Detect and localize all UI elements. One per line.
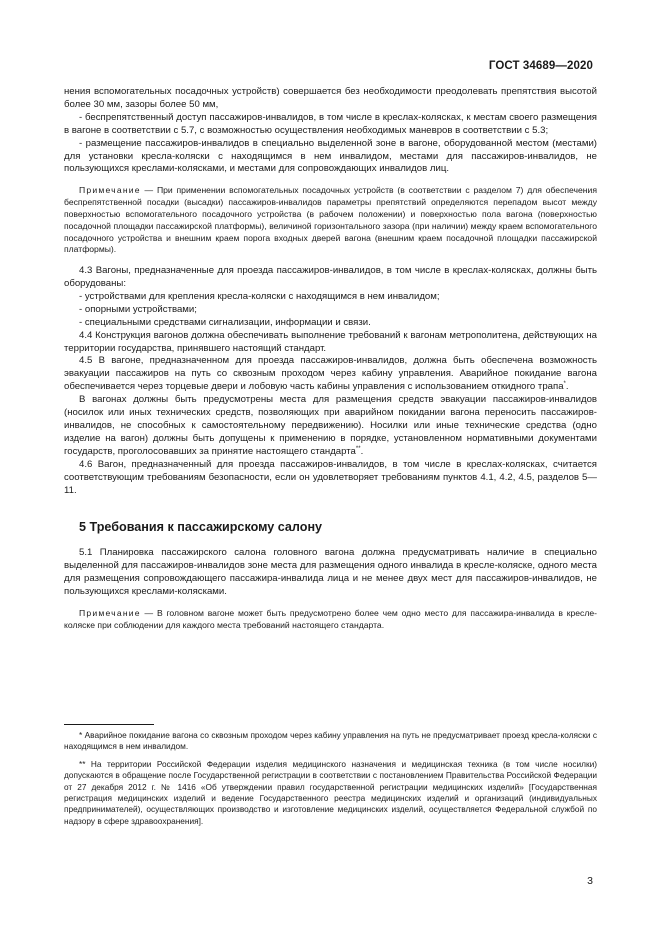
clause-4-5 (64, 355, 597, 394)
list-item-supports: - опорными устройствами; (79, 303, 197, 315)
clause-5-1: 5.1 Планировка пассажирского салона головного вагона должна предусматривать наличие в специально выделенной для пассажиров-инвалидов зоне места для размещения одного инвалида в кресле-коляске, одного места для размещения сопровождающего пассажира-инвалида лица и не менее двух мест для пассажиров-инвалидов, не пользующихся креслами-колясками. (64, 547, 597, 598)
list-item-access: - беспрепятственный доступ пассажиров-инвалидов, в том числе в креслах-колясках, к местам своего размещения в вагоне в соответствии с 5.7, с возможностью осуществления необходимых маневров в соответствии с 5.3; (64, 111, 597, 136)
main-content (64, 86, 597, 632)
list-item-placement: - размещение пассажиров-инвалидов в специально выделенной зоне в вагоне, оборудованной местом (местами) для установки кресла-коляски с находящимся в нем инвалидом, местами для пассажиров-инвалидов, не пользующихся креслами-колясками, и местами для сопровождающих инвалидов лиц. (64, 137, 597, 175)
evacuation-text: В вагонах должны быть предусмотрены места для размещения средств эвакуации пассажиров-инвалидов (носилок или иных технических средств, позволяющих при аварийном покидании вагона переносить пассажиров-инвалидов, не способных к самостоятельному передвижению). Носилки или иные технические средства (одно изделие на вагон) должны быть допущены к применению в порядке, установленном нормативными документами государств, проголосовавших за принятие настоящего стандарта (64, 394, 597, 457)
clause-4-5-text: 4.5 В вагоне, предназначенном для проезда пассажиров-инвалидов, должна быть обеспечена возможность эвакуации пассажиров на путь со сквозным проходом через кабину управления. Аварийное покидание вагона обеспечивается через торцевые двери и лобовую часть кабины управления с использованием откидного трапа (64, 355, 597, 393)
note-text: — В головном вагоне может быть предусмотрено более чем одно место для пассажира-инвалида в кресле-коляске при соблюдении для каждого места требований настоящего стандарта. (64, 608, 597, 630)
footnote-text: На территории Российской Федерации изделия медицинского назначения и медицинская техника (в том числе носилки) допускаются в обращение после Государственной регистрации в соответствии с постановлением Правительства Российской Федерации от 27 декабря 2012 г. № 1416 «Об утверждении правил государственной регистрации медицинских изделий» [Государственная регистрация медицинских изделий и ведение Государственного реестра медицинских изделий и организаций (индивидуальных предпринимателей), осуществляющих производство и изготовление медицинских изделий, осуществляется Федеральной службой по надзору в сфере здравоохранения]. (64, 758, 597, 826)
clause-4-3: 4.3 Вагоны, предназначенные для проезда пассажиров-инвалидов, в том числе в креслах-колясках, должны быть оборудованы: (64, 265, 597, 290)
document-code: ГОСТ 34689—2020 (488, 60, 593, 72)
footnotes (64, 730, 597, 827)
note-text: — При применении вспомогательных посадочных устройств (в соответствии с разделом 7) для обеспечения беспрепятственной посадки (высадки) пассажиров-инвалидов параметры препятствий определяются перепадом высот между поверхностью вспомогательного посадочного устройства (в рабочем положении) и поверхностью пола вагона (поверхностью посадочной площадки пассажирской платформы), величиной горизонтального зазора (при наличии) между краем вспомогательного посадочного устройства и внешним краем порога входных дверей вагона (внешним краем посадочной площадки пассажирской платформы). (64, 185, 597, 255)
clause-4-5-evacuation (64, 394, 597, 459)
section-heading: 5 Требования к пассажирскому салону (79, 520, 323, 535)
clause-4-4: 4.4 Конструкция вагонов должна обеспечивать выполнение требований к вагонам метрополитена, действующих на территории государства, принявшего настоящий стандарт. (64, 329, 597, 354)
footnote-ref-1: * (563, 381, 566, 388)
footnote-item (64, 759, 597, 827)
note-head-car (64, 608, 597, 632)
footnote-ref-2: ** (355, 445, 361, 452)
footnote-item (64, 730, 597, 753)
note-boarding-devices (64, 185, 597, 256)
page-number: 3 (587, 875, 593, 887)
footnote-mark: * (79, 730, 83, 740)
paragraph-continuation: нения вспомогательных посадочных устройств) совершается без необходимости преодолевать препятствия высотой более 30 мм, зазоры более 50 мм, (64, 86, 597, 110)
clause-4-5-end: . (565, 381, 569, 393)
footnote-mark: ** (79, 758, 86, 769)
note-label: Примечание (79, 185, 141, 196)
list-item-signaling: - специальными средствами сигнализации, информации и связи. (79, 316, 371, 328)
clause-4-6: 4.6 Вагон, предназначенный для проезда пассажиров-инвалидов, в том числе в креслах-колясках, считается соответствующим требованиям безопасности, если он удовлетворяет требованиям пунктов 4.1, 4.2, 4.5, разделов 5—11. (64, 458, 597, 496)
list-item-fastening: - устройствами для крепления кресла-коляски с находящимся в нем инвалидом; (79, 290, 440, 302)
note-label: Примечание (79, 608, 141, 619)
evacuation-end: . (360, 445, 364, 457)
footnote-divider (64, 724, 154, 725)
footnote-text: Аварийное покидание вагона со сквозным проходом через кабину управления на путь не предусматривает проезд кресла-коляски с находящимся в нем инвалидом. (64, 730, 597, 752)
